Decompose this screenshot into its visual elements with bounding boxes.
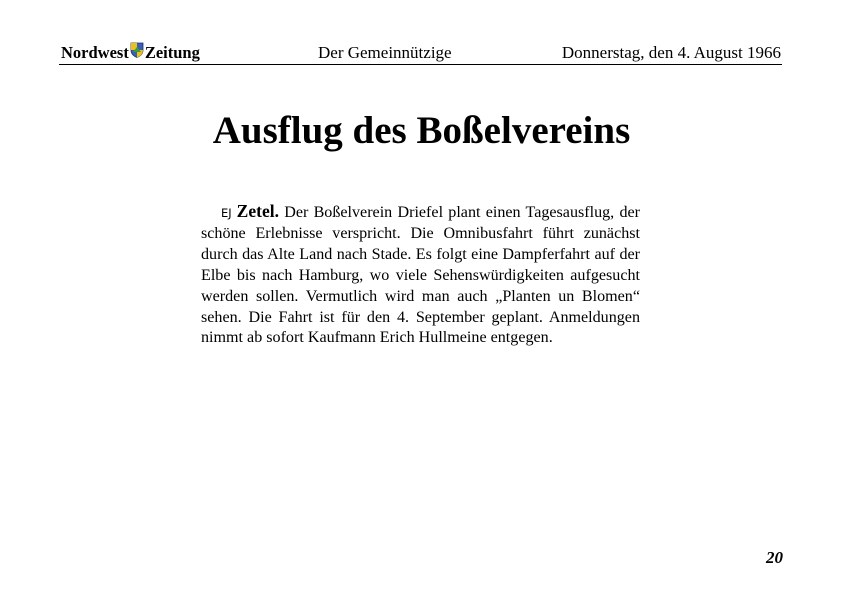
masthead-name-right: Zeitung <box>144 42 200 62</box>
article-body <box>201 201 640 349</box>
newspaper-masthead <box>61 42 200 63</box>
coat-of-arms-icon <box>130 42 144 63</box>
masthead-name-left: Nordwest <box>61 42 129 62</box>
section-title: Der Gemeinnützige <box>318 43 452 62</box>
issue-date: Donnerstag, den 4. August 1966 <box>561 43 781 62</box>
dateline: Zetel. <box>236 201 279 221</box>
article-headline: Ausflug des Boßelvereins <box>212 109 631 152</box>
article-text: Der Boßelverein Driefel plant einen Tagesausflug, der schöne Erlebnisse verspricht. Die Omnibusfahrt führt zunächst durch das Alte Land nach Stade. Es folgt eine Dampferfahrt auf der Elbe bis nach Hamburg, wo viele Sehenswürdigkeiten aufgesucht werden sollen. Vermutlich wird man auch „Planten un Blomen“ sehen. Die Fahrt ist für den 4. September geplant. Anmeldungen nimmt ab sofort Kaufmann Erich Hullmeine entgegen. <box>201 204 640 347</box>
author-initials: EJ <box>221 206 232 220</box>
page-header <box>59 42 782 65</box>
page-number: 20 <box>766 548 783 567</box>
